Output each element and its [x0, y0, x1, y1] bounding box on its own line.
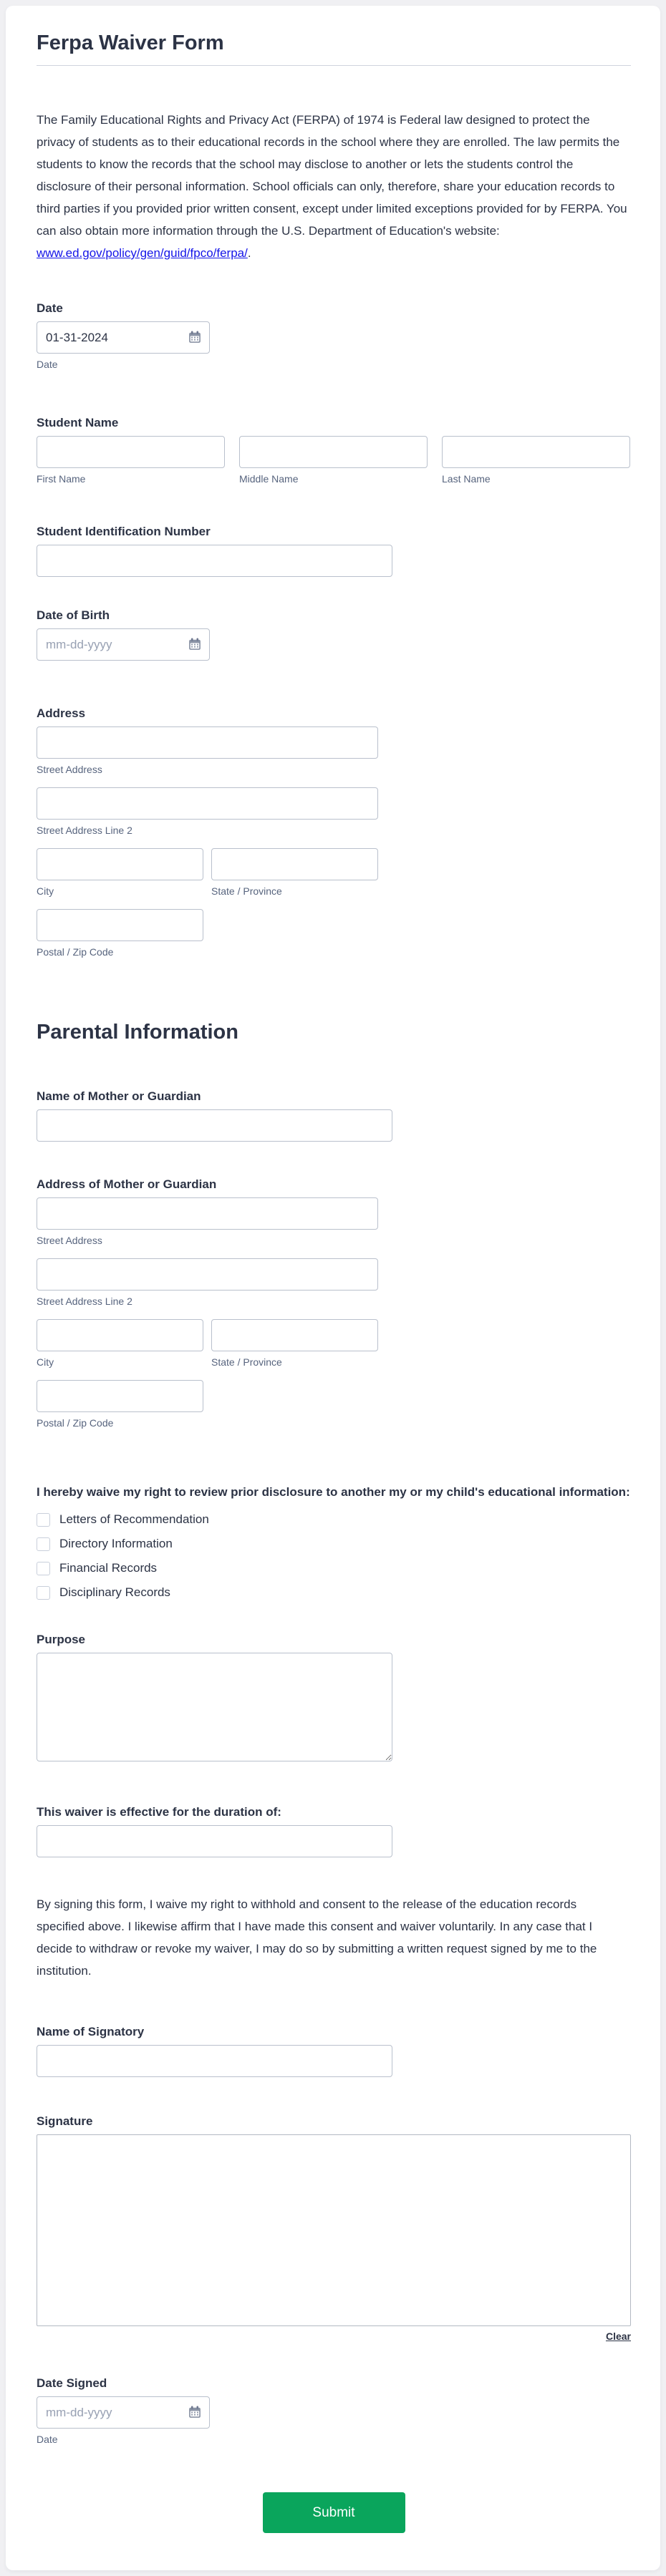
mother-city-input[interactable]: [37, 1319, 203, 1351]
calendar-icon[interactable]: [188, 2405, 202, 2419]
middle-name-sublabel: Middle Name: [239, 473, 299, 485]
mother-address-label: Address of Mother or Guardian: [37, 1177, 217, 1191]
calendar-icon[interactable]: [188, 330, 202, 344]
address-street-input[interactable]: [37, 726, 378, 759]
address-street2-sublabel: Street Address Line 2: [37, 825, 132, 836]
signature-pad[interactable]: [37, 2134, 631, 2326]
signatory-label: Name of Signatory: [37, 2025, 145, 2038]
date-signed-input-wrap: [37, 2396, 210, 2429]
mother-state-input[interactable]: [211, 1319, 378, 1351]
signature-clear-row: [37, 2330, 631, 2343]
address-city-state-row: [37, 848, 631, 897]
signature-clear-link[interactable]: Clear: [605, 2330, 631, 2342]
checkbox[interactable]: [37, 1562, 50, 1575]
last-name-col: [442, 436, 630, 485]
mother-city-col: [37, 1319, 203, 1368]
mother-street-input[interactable]: [37, 1197, 378, 1230]
checkbox-row-letters-of-recommendation[interactable]: [37, 1512, 631, 1527]
duration-input[interactable]: [37, 1825, 392, 1857]
dob-input-wrap: [37, 628, 210, 661]
student-name-field: [37, 416, 631, 485]
mother-postal-input[interactable]: [37, 1380, 203, 1412]
date-input[interactable]: [37, 321, 210, 354]
middle-name-input[interactable]: [239, 436, 428, 468]
address-field: [37, 706, 631, 958]
address-city-input[interactable]: [37, 848, 203, 880]
checkbox-row-directory-information[interactable]: [37, 1537, 631, 1551]
address-postal-sublabel: Postal / Zip Code: [37, 946, 114, 958]
intro-paragraph: [37, 109, 631, 264]
intro-link-suffix: .: [247, 246, 251, 260]
mother-street2-sublabel: Street Address Line 2: [37, 1296, 132, 1307]
dob-label: Date of Birth: [37, 608, 110, 622]
last-name-sublabel: Last Name: [442, 473, 491, 485]
checkbox-row-financial-records[interactable]: [37, 1561, 631, 1575]
signature-label: Signature: [37, 2114, 93, 2128]
purpose-textarea[interactable]: [37, 1653, 392, 1761]
student-id-label: Student Identification Number: [37, 525, 211, 538]
parental-information-heading: Parental Information: [37, 1021, 238, 1044]
checkbox[interactable]: [37, 1586, 50, 1600]
mother-street-sublabel: Street Address: [37, 1235, 102, 1246]
date-signed-field: [37, 2376, 631, 2445]
mother-state-sublabel: State / Province: [211, 1356, 282, 1368]
dob-input[interactable]: [37, 628, 210, 661]
purpose-label: Purpose: [37, 1633, 86, 1646]
middle-name-col: [239, 436, 428, 485]
mother-city-state-row: [37, 1319, 631, 1368]
waiver-question: I hereby waive my right to review prior disclosure to another my or my child's educational information:: [37, 1485, 630, 1499]
address-city-col: [37, 848, 203, 897]
checkbox-label: Letters of Recommendation: [59, 1512, 209, 1526]
ferpa-website-link[interactable]: www.ed.gov/policy/gen/guid/fpco/ferpa/: [37, 246, 248, 260]
date-field: [37, 301, 631, 370]
date-signed-input[interactable]: [37, 2396, 210, 2429]
address-street2-input[interactable]: [37, 787, 378, 820]
date-signed-sublabel: Date: [37, 2434, 58, 2445]
checkbox-label: Disciplinary Records: [59, 1585, 170, 1599]
mother-postal-sublabel: Postal / Zip Code: [37, 1417, 114, 1429]
date-input-wrap: [37, 321, 210, 354]
mother-street2-input[interactable]: [37, 1258, 378, 1291]
mother-street2-item: [37, 1258, 631, 1307]
date-label: Date: [37, 301, 63, 315]
last-name-input[interactable]: [442, 436, 630, 468]
calendar-icon[interactable]: [188, 637, 202, 651]
checkbox-label: Directory Information: [59, 1537, 173, 1550]
mother-state-col: [211, 1319, 378, 1368]
mother-name-field: [37, 1089, 631, 1142]
purpose-field: [37, 1633, 631, 1765]
mother-street-item: [37, 1197, 631, 1246]
student-id-input[interactable]: [37, 545, 392, 577]
page-title: Ferpa Waiver Form: [37, 31, 224, 54]
address-street-sublabel: Street Address: [37, 764, 102, 775]
title-divider: [37, 65, 631, 66]
mother-city-sublabel: City: [37, 1356, 54, 1368]
intro-text: The Family Educational Rights and Privacy Act (FERPA) of 1974 is Federal law designed to protect the privacy of students as to their educational records in the school where they are enrolled. The law permits the students to know the records that the school may disclose to another or lets the students control the disclosure of their personal information. School officials can only, therefore, share your education records to third parties if you provided prior written consent, except under limited exceptions provided for by FERPA. You can also obtain more information through the U.S. Department of Education's website:: [37, 113, 627, 238]
first-name-col: [37, 436, 225, 485]
address-state-input[interactable]: [211, 848, 378, 880]
dob-field: [37, 608, 631, 661]
signatory-field: [37, 2025, 631, 2077]
mother-postal-item: [37, 1380, 631, 1429]
address-postal-input[interactable]: [37, 909, 203, 941]
mother-address-field: [37, 1177, 631, 1429]
consent-paragraph: By signing this form, I waive my right to withhold and consent to the release of the education records specified above. I likewise affirm that I have made this consent and waiver voluntarily. In any case that I decide to withdraw or revoke my waiver, I may do so by submitting a written request signed by me to the institution.: [37, 1897, 597, 1978]
duration-field: [37, 1805, 631, 1857]
intro-link-line: [37, 242, 631, 264]
mother-name-label: Name of Mother or Guardian: [37, 1089, 201, 1103]
student-id-field: [37, 525, 631, 577]
checkbox-label: Financial Records: [59, 1561, 158, 1575]
checkbox-row-disciplinary-records[interactable]: [37, 1585, 631, 1600]
address-street-item: [37, 726, 631, 775]
form-card: [6, 6, 660, 2570]
address-postal-item: [37, 909, 631, 958]
student-name-label: Student Name: [37, 416, 119, 429]
first-name-sublabel: First Name: [37, 473, 86, 485]
address-label: Address: [37, 706, 86, 720]
submit-button[interactable]: Submit: [263, 2492, 405, 2533]
mother-name-input[interactable]: [37, 1109, 392, 1142]
date-signed-label: Date Signed: [37, 2376, 107, 2390]
address-state-sublabel: State / Province: [211, 885, 282, 897]
address-city-sublabel: City: [37, 885, 54, 897]
waiver-options-group: [37, 1512, 631, 1600]
first-name-input[interactable]: [37, 436, 225, 468]
signature-field: [37, 2114, 631, 2343]
duration-label: This waiver is effective for the duration of:: [37, 1805, 281, 1819]
submit-row: [37, 2492, 631, 2533]
signatory-input[interactable]: [37, 2045, 392, 2077]
checkbox[interactable]: [37, 1537, 50, 1551]
student-name-row: [37, 436, 631, 485]
date-sublabel: Date: [37, 359, 58, 370]
address-state-col: [211, 848, 378, 897]
address-street2-item: [37, 787, 631, 836]
checkbox[interactable]: [37, 1513, 50, 1527]
